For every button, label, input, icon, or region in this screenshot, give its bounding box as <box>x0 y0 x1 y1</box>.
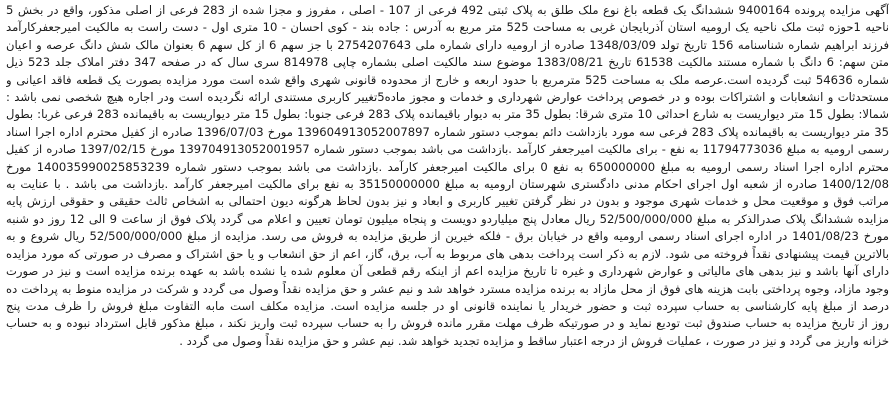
notice-line-11: 1400/12/08 صادره از شعبه اول اجرای احکام مدنی دادگستری شهرستان ارومیه به مبلغ 35150000000 به نفع برای مالکیت امیرجعفر کارآمد .بازداشت می باشد . با عنایت به <box>6 177 889 192</box>
notice-line-16: دارای آنها باشد و نیز بدهی های مالیاتی و عوارض شهرداری و غیره تا تاریخ مزایده اعم از اینکه رقم قطعی آن معلوم شده یا نشده باشد به عهده برنده مزایده است و نیز در صورت <box>6 264 889 279</box>
notice-line-12: مراتب فوق و موقعیت محل و خدمات شهری موجود و بدون در نظر گرفتن تغییر کاربری و ابعاد و نیز بدون لحاظ هرگونه دیون احتمالی به اشخاص ثالث حقیقی و حقوقی ارزش پایه <box>6 194 889 209</box>
notice-line-18: درصد از مبلغ پایه کارشناسی به حساب سپرده ثبت و حضور خریدار یا نماینده قانونی او در جلسه مزایده است. مزایده مکلف است مابه التفاوت مبلغ فروش را ظرف مدت پنج <box>6 298 889 313</box>
notice-line-15: بالاترین قیمت پیشنهادی نقداً فروخته می شود. لازم به ذکر است پرداخت بدهی های مربوط به آب، برق، گاز، اعم از حق انشعاب و یا حق اشتراک و مصرف در صورتی که مورد مزایده <box>6 246 889 261</box>
notice-line-13: مزایده ششدانگ پلاک صدرالذکر به مبلغ 52/500/000/000 ریال معادل پنج میلیاردو دویست و پنجاه میلیون تومان تعیین و اعلام می گردد پلاک فوق از ساعت 9 الی 12 روز دو شنبه <box>6 211 889 226</box>
notice-line-2: ناحیه 1حوزه ثبت ملک ناحیه یک ارومیه استان آذربایجان غربی به مساحت 525 متر مربع به آدرس : جاده بند - کوی احسان - 10 متری اول - دست راست به مالکیت امیرجعفرکارآمد <box>6 20 889 35</box>
notice-line-5: شماره 54636 ثبت گردیده است.عرصه ملک به مساحت 525 مترمربع با حدود اربعه و خارج از محدوده قانونی شهری واقع شده است مورد مزایده بصورت یک قطعه فاقد اعیانی و <box>6 72 889 87</box>
notice-line-8: 35 متر دیواریست به باقیمانده پلاک 283 فرعی سه مورد بازداشت دائم بموجب دستور شماره 139604913052007897 مورخ 1396/07/03 صادره از کفیل محترم اداره اجرا اسناد <box>6 124 889 139</box>
notice-line-9: رسمی ارومیه به مبلغ 11794773036 به نفع - برای مالکیت امیرجعفر کارآمد .بازداشت می باشد بموجب دستور شماره 139704913052001957 مورخ 1397/02/15 صادره از کفیل <box>6 142 889 157</box>
notice-line-10: محترم اداره اجرا اسناد رسمی ارومیه به مبلغ 650000000 به نفع 0 برای مالکیت امیرجعفر کارآمد .بازداشت می باشد بموجب دستور شماره 140035990025853239 مورخ <box>6 159 889 174</box>
notice-line-4: متن سهم: 6 دانگ با شماره مستند مالکیت 61538 تاریخ 1383/08/21 موضوع سند مالکیت اصلی بشماره چاپی 814978 سری سال که در صفحه 347 دفتر املاک جلد 523 ذیل <box>6 55 889 70</box>
notice-line-17: وجود مازاد، وجوه پرداختی بابت هزینه های فوق از محل مازاد به برنده مزایده مسترد خواهد شد و نیم عشر و حق مزایده نقداً وصول می گردد و شرکت در مزایده منوط به پرداخت ده <box>6 281 889 296</box>
notice-line-14: مورخ 1401/08/23 در اداره اجرای اسناد رسمی ارومیه واقع در خیابان برق - فلکه خیرین از طریق مزایده به فروش می رسد. مزایده از مبلغ 52/500/000/000 ریال شروع و به <box>6 229 889 244</box>
notice-line-19: روز از تاریخ مزایده به حساب صندوق ثبت تودیع نماید و در صورتیکه ظرف مهلت مقرر مانده فروش را به حساب سپرده ثبت واریز نکند ، مبلغ مذکور قابل استرداد نبوده و به حساب <box>6 316 889 331</box>
notice-line-6: مستحدثات و انشعابات و اشتراکات بوده و در خصوص پرداخت عوارض شهرداری و خدمات و مجوز ماده5تغییر کاربری مستندی ارائه نگردیده است ودر اجاره هیچ شخصی نمی باشد : <box>6 90 889 105</box>
notice-line-7: شمالا: بطول 15 متر دیواریست به شارع احداثی 10 متری شرقا: بطول 35 متر به دیوار باقیمانده پلاک 283 فرعی جنوبا: بطول 15 متر دیواریست به باقیمانده 283 فرعی غربا: بطول <box>6 107 889 122</box>
notice-line-3: فرزند ابراهیم شماره شناسنامه 156 تاریخ تولد 1348/03/09 صادره از ارومیه دارای شماره ملی 2754207643 با جز سهم 6 از کل سهم 6 بعنوان مالک شش دانگ عرصه و اعیان <box>6 37 889 52</box>
notice-line-1: آگهی مزایده پرونده 9400164 ششدانگ یک قطعه باغ نوع ملک طلق به پلاک ثبتی 492 فرعی از 107 - اصلی ، مفروز و مجزا شده از 283 فرعی از اصلی مذکور، واقع در بخش 5 <box>6 3 889 17</box>
notice-line-20: خزانه واریز می گردد و نیز در صورت ، عملیات فروش از درجه اعتبار ساقط و مزایده تجدید خواهد شد. نیم عشر و حق مزایده نقداً وصول می گردد . <box>179 333 889 348</box>
